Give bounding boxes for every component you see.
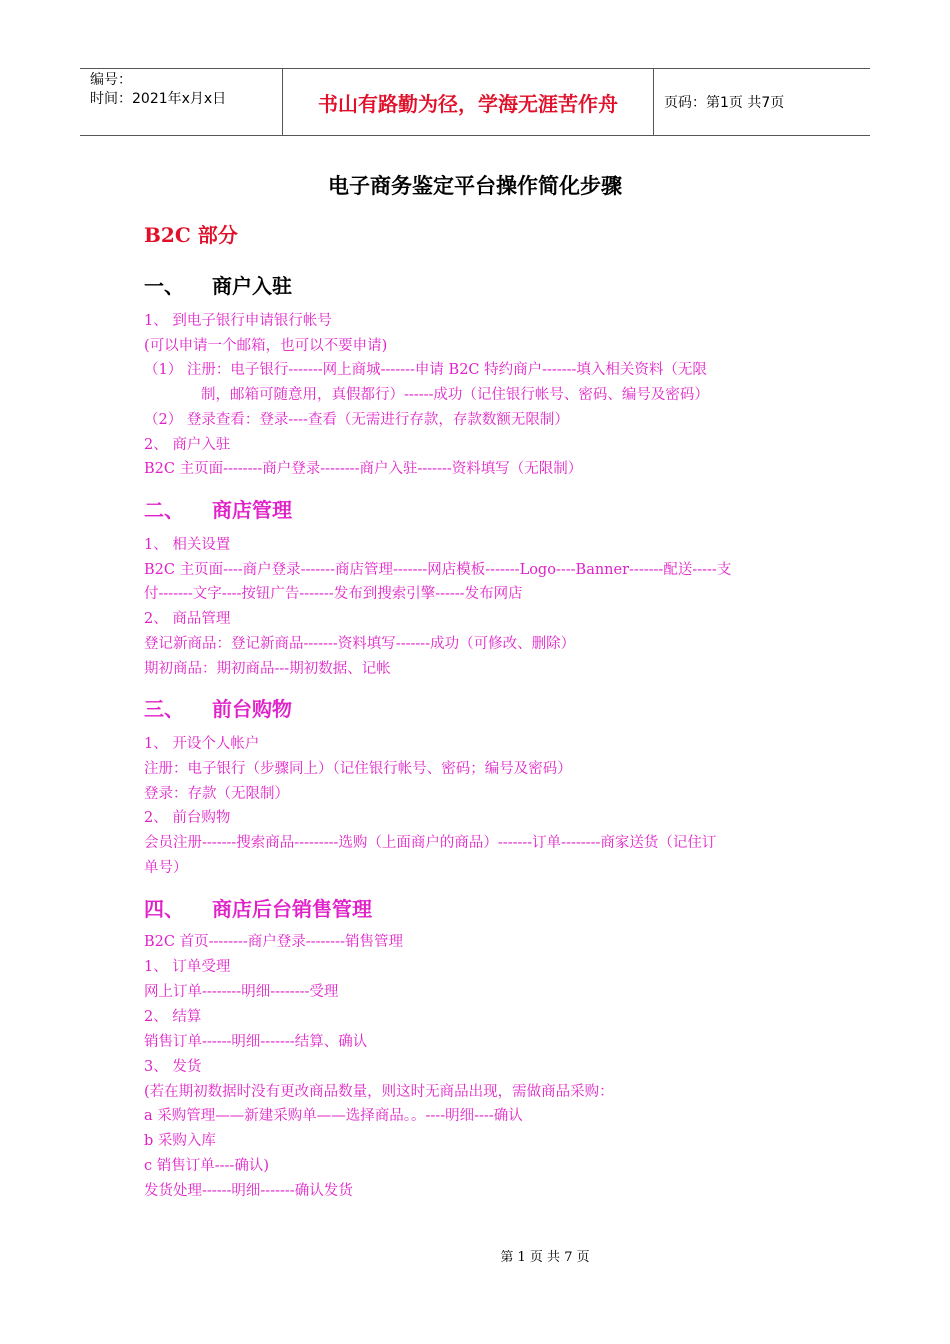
header-meta	[80, 69, 282, 135]
body-line: 登记新商品：登记新商品-------资料填写-------成功（可修改、删除）	[144, 636, 576, 652]
body-line: 3、 发货	[144, 1059, 202, 1075]
body-line: 1、 开设个人帐户	[144, 736, 260, 752]
body-line: (若在期初数据时没有更改商品数量，则这时无商品出现，需做商品采购：	[144, 1084, 614, 1100]
section-number: 一、	[144, 274, 184, 298]
body-line: 期初商品：期初商品---期初数据、记帐	[144, 661, 391, 677]
body-line: B2C 主页面--------商户登录--------商户入驻-------资料填写（无限制）	[144, 461, 583, 477]
body-line: 2、 前台购物	[144, 810, 231, 826]
body-line: （2） 登录查看：登录----查看（无需进行存款，存款数额无限制）	[144, 412, 569, 428]
body-line: 单号）	[144, 860, 188, 876]
header-page-info: 页码：第1页 共7页	[664, 95, 785, 111]
body-line: a 采购管理——新建采购单——选择商品。。----明细----确认	[144, 1108, 523, 1124]
body-line: 2、 商户入驻	[144, 437, 231, 453]
body-line: 1、 相关设置	[144, 537, 231, 553]
section-title: 商户入驻	[212, 274, 292, 298]
body-line: 网上订单--------明细--------受理	[144, 984, 339, 1000]
body-line: 注册：电子银行（步骤同上）（记住银行帐号、密码；编号及密码）	[144, 761, 572, 777]
body-line: 登录：存款（无限制）	[144, 786, 289, 802]
body-line: 付-------文字----按钮广告-------发布到搜索引擎------发布网店	[144, 586, 523, 602]
section-number: 三、	[144, 697, 184, 721]
document-title: 电子商务鉴定平台操作简化步骤	[328, 174, 622, 198]
body-line: B2C 主页面----商户登录-------商店管理-------网店模板-------Logo----Banner-------配送-----支	[144, 562, 732, 578]
body-line: b 采购入库	[144, 1133, 216, 1149]
section-heading-1	[144, 270, 292, 299]
section-number: 二、	[144, 498, 184, 522]
b2c-heading: B2C 部分	[144, 223, 238, 247]
body-line: 2、 结算	[144, 1009, 202, 1025]
section-title: 商店后台销售管理	[212, 897, 372, 921]
body-line: 发货处理------明细-------确认发货	[144, 1183, 353, 1199]
body-line: 会员注册-------搜索商品---------选购（上面商户的商品）-------订单--------商家送货（记住订	[144, 835, 717, 851]
header-motto: 书山有路勤为径，学海无涯苦作舟	[282, 69, 654, 135]
section-number: 四、	[144, 897, 184, 921]
body-line: 1、 到电子银行申请银行帐号	[144, 313, 332, 329]
section-heading-3	[144, 693, 292, 722]
doc-time-label: 时间：2021年x月x日	[90, 91, 227, 107]
body-line: 销售订单------明细-------结算、确认	[144, 1034, 368, 1050]
section-title: 商店管理	[212, 498, 292, 522]
section-heading-2	[144, 494, 292, 523]
page-footer: 第 1 页 共 7 页	[500, 1250, 590, 1265]
body-line: (可以申请一个邮箱，也可以不要申请)	[144, 338, 388, 354]
body-line: 制，邮箱可随意用，真假都行）------成功（记住银行帐号、密码、编号及密码）	[201, 387, 709, 403]
section-heading-4	[144, 893, 372, 922]
page-header	[80, 68, 870, 136]
doc-number-label: 编号：	[90, 72, 132, 88]
body-line: B2C 首页--------商户登录--------销售管理	[144, 934, 403, 950]
body-line: （1） 注册：电子银行-------网上商城-------申请 B2C 特约商户-------填入相关资料（无限	[144, 362, 707, 378]
section-title: 前台购物	[212, 697, 292, 721]
body-line: c 销售订单----确认)	[144, 1158, 269, 1174]
body-line: 1、 订单受理	[144, 959, 231, 975]
body-line: 2、 商品管理	[144, 611, 231, 627]
